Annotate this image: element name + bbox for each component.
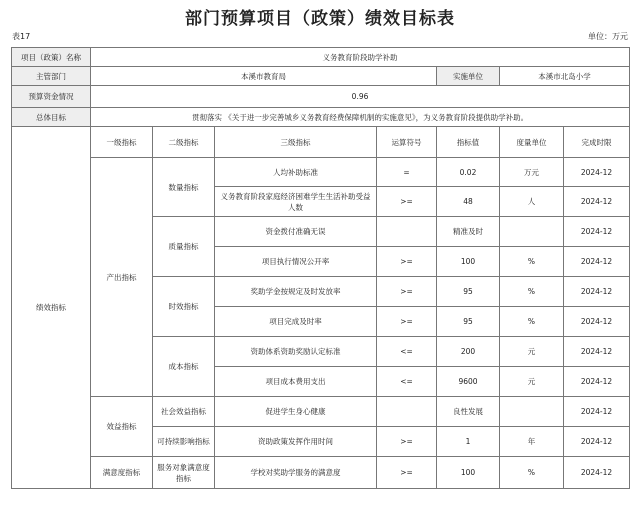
operator: >=	[377, 427, 437, 457]
dept-label: 主管部门	[12, 67, 91, 86]
operator	[377, 217, 437, 247]
indicator-name: 资金拨付准确无误	[215, 217, 377, 247]
unit: 年	[500, 427, 564, 457]
unit: 人	[500, 187, 564, 217]
operator: <=	[377, 337, 437, 367]
overall-goal-text: 贯彻落实 《关于进一步完善城乡义务教育经费保障机制的实施意见》，为义务教育阶段提供助学补助。	[91, 108, 630, 127]
impl-unit-value: 本溪市北岛小学	[500, 67, 630, 86]
table-number: 表17	[12, 32, 31, 41]
header-target: 指标值	[437, 127, 500, 158]
unit: %	[500, 277, 564, 307]
unit: %	[500, 247, 564, 277]
operator: >=	[377, 457, 437, 489]
target-value: 1	[437, 427, 500, 457]
project-name-label: 项目（政策）名称	[12, 48, 91, 67]
deadline: 2024-12	[564, 337, 630, 367]
operator: >=	[377, 277, 437, 307]
unit: 元	[500, 337, 564, 367]
unit	[500, 217, 564, 247]
indicator-name: 义务教育阶段家庭经济困难学生生活补助受益人数	[215, 187, 377, 217]
target-value: 9600	[437, 367, 500, 397]
target-value: 0.02	[437, 158, 500, 187]
header-level1: 一级指标	[91, 127, 153, 158]
operator: >=	[377, 187, 437, 217]
level1-benefit: 效益指标	[91, 397, 153, 457]
deadline: 2024-12	[564, 247, 630, 277]
target-value: 良性发展	[437, 397, 500, 427]
project-name-row	[12, 48, 630, 67]
level2-sustainable: 可持续影响指标	[153, 427, 215, 457]
indicator-name: 奖助学金按规定及时发放率	[215, 277, 377, 307]
unit: %	[500, 307, 564, 337]
level2-social: 社会效益指标	[153, 397, 215, 427]
indicator-header-row	[12, 127, 630, 158]
unit	[500, 397, 564, 427]
target-value: 95	[437, 277, 500, 307]
perf-indicator-label: 绩效指标	[12, 127, 91, 489]
operator: >=	[377, 247, 437, 277]
performance-target-table	[11, 47, 630, 489]
target-value: 95	[437, 307, 500, 337]
page-title: 部门预算项目（政策）绩效目标表	[185, 9, 455, 29]
indicator-name: 学校对奖助学服务的满意度	[215, 457, 377, 489]
header-level2: 二级指标	[153, 127, 215, 158]
level2-cost: 成本指标	[153, 337, 215, 397]
operator: <=	[377, 367, 437, 397]
deadline: 2024-12	[564, 187, 630, 217]
department-row	[12, 67, 630, 86]
level2-quality: 质量指标	[153, 217, 215, 277]
table-row	[12, 457, 630, 489]
level1-satisfaction: 满意度指标	[91, 457, 153, 489]
indicator-name: 项目成本费用支出	[215, 367, 377, 397]
indicator-name: 资助体系资助奖励认定标准	[215, 337, 377, 367]
unit: %	[500, 457, 564, 489]
header-level3: 三级指标	[215, 127, 377, 158]
target-value: 200	[437, 337, 500, 367]
target-value: 100	[437, 247, 500, 277]
operator: >=	[377, 307, 437, 337]
unit: 万元	[500, 158, 564, 187]
impl-unit-label: 实施单位	[437, 67, 500, 86]
deadline: 2024-12	[564, 217, 630, 247]
overall-goal-label: 总体目标	[12, 108, 91, 127]
deadline: 2024-12	[564, 457, 630, 489]
indicator-name: 项目执行情况公开率	[215, 247, 377, 277]
deadline: 2024-12	[564, 277, 630, 307]
indicator-name: 项目完成及时率	[215, 307, 377, 337]
unit-label: 单位：万元	[588, 32, 628, 41]
budget-value: 0.96	[91, 86, 630, 108]
target-value: 精准及时	[437, 217, 500, 247]
dept-value: 本溪市教育局	[91, 67, 437, 86]
level2-satisfaction: 服务对象满意度指标	[153, 457, 215, 489]
level1-output: 产出指标	[91, 158, 153, 397]
project-name-value: 义务教育阶段助学补助	[91, 48, 630, 67]
operator: =	[377, 158, 437, 187]
indicator-name: 促进学生身心健康	[215, 397, 377, 427]
level2-timeliness: 时效指标	[153, 277, 215, 337]
budget-label: 预算资金情况	[12, 86, 91, 108]
budget-row	[12, 86, 630, 108]
deadline: 2024-12	[564, 367, 630, 397]
target-value: 48	[437, 187, 500, 217]
target-value: 100	[437, 457, 500, 489]
table-row	[12, 158, 630, 187]
table-row	[12, 397, 630, 427]
unit: 元	[500, 367, 564, 397]
indicator-name: 人均补助标准	[215, 158, 377, 187]
level2-quantity: 数量指标	[153, 158, 215, 217]
header-unit: 度量单位	[500, 127, 564, 158]
operator	[377, 397, 437, 427]
header-operator: 运算符号	[377, 127, 437, 158]
deadline: 2024-12	[564, 427, 630, 457]
indicator-name: 资助政策发挥作用时间	[215, 427, 377, 457]
deadline: 2024-12	[564, 307, 630, 337]
deadline: 2024-12	[564, 158, 630, 187]
deadline: 2024-12	[564, 397, 630, 427]
header-deadline: 完成时限	[564, 127, 630, 158]
overall-goal-row	[12, 108, 630, 127]
